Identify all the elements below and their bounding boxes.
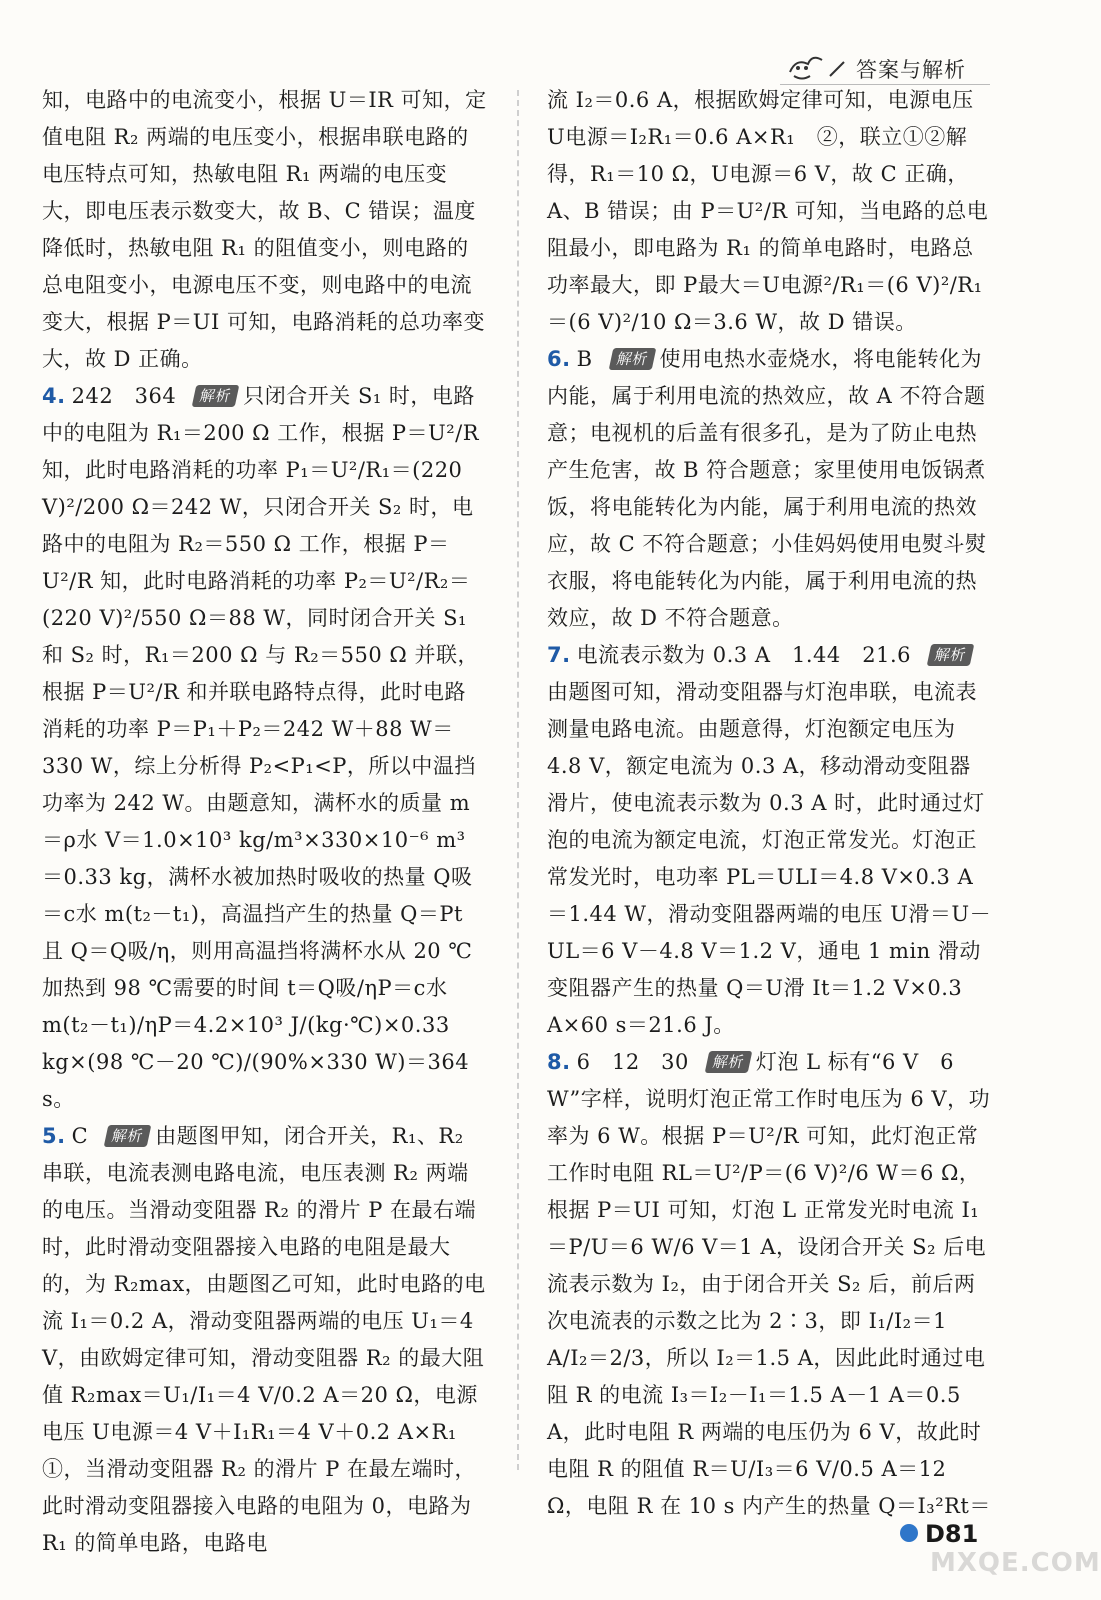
item-answer: 242 364 — [71, 384, 177, 408]
item-explanation: 由题图甲知，闭合开关，R₁、R₂ 串联，电流表测电路电流，电压表测 R₂ 两端的电压。当滑动变阻器 R₂ 的滑片 P 在最右端时，此时滑动变阻器接入电路的电阻是最大的，为 R₂max，由题图乙可知，此时电路的电流 I₁＝0.2 A，滑动变阻器两端的电压 U₁＝4 V，由欧姆定律可知，滑动变阻器 R₂ 的最大阻值 R₂max＝U₁/I₁＝4 V/0.2 A＝20 Ω，电源电压 U电源＝4 V＋I₁R₁＝4 V＋0.2 A×R₁ ①，当滑动变阻器 R₂ 的滑片 P 在最左端时，此时滑动变阻器接入电路的电阻为 0，电路为 R₁ 的简单电路，电路电 — [42, 1124, 486, 1555]
item-explanation: 由题图可知，滑动变阻器与灯泡串联，电流表测量电路电流。由题意得，灯泡额定电压为 4.8 V，额定电流为 0.3 A，移动滑动变阻器滑片，使电流表示数为 0.3 A 时，此时通过灯泡的电流为额定电流，灯泡正常发光。灯泡正常发光时，电功率 PL＝ULI＝4.8 V×0.3 A＝1.44 W，滑动变阻器两端的电压 U滑＝U－UL＝6 V－4.8 V＝1.2 V，通电 1 min 滑动变阻器产生的热量 Q＝U滑 It＝1.2 V×0.3 A×60 s＝21.6 J。 — [547, 680, 992, 1037]
item-number: 8. — [547, 1050, 571, 1074]
cartoon-face-icon — [780, 46, 850, 82]
item-number: 7. — [547, 643, 571, 667]
left-column — [42, 82, 487, 1562]
right-continuation: 流 I₂＝0.6 A，根据欧姆定律可知，电源电压 U电源＝I₂R₁＝0.6 A×R₁ ②，联立①②解得，R₁＝10 Ω，U电源＝6 V，故 C 正确，A、B 错误；由 P＝U²/R 可知，当电路的总电阻最小，即电路为 R₁ 的简单电路时，电路总功率最大，即 P最大＝U电源²/R₁＝(6 V)²/R₁＝(6 V)²/10 Ω＝3.6 W，故 D 错误。 — [547, 88, 989, 334]
item-number: 5. — [42, 1124, 66, 1148]
item-explanation: 灯泡 L 标有“6 V 6 W”字样，说明灯泡正常工作时电压为 6 V，功率为 6 W。根据 P＝U²/R 可知，此灯泡正常工作时电阻 RL＝U²/P＝(6 V)²/6 W＝6 Ω，根据 P＝UI 可知，灯泡 L 正常发光时电流 I₁＝P/U＝6 W/6 V＝1 A，设闭合开关 S₂ 后电流表示数为 I₂，由于闭合开关 S₂ 后，前后两次电流表的示数之比为 2∶3，即 I₁/I₂＝1 A/I₂＝2/3，所以 I₂＝1.5 A，因此此时通过电阻 R 的电流 I₃＝I₂－I₁＝1.5 A－1 A＝0.5 A，此时电阻 R 两端的电压仍为 6 V，故此时电阻 R 的阻值 R＝U/I₃＝6 V/0.5 A＝12 Ω，电阻 R 在 10 s 内产生的热量 Q＝I₃²Rt＝ — [547, 1050, 991, 1518]
item-explanation: 只闭合开关 S₁ 时，电路中的电阻为 R₁＝200 Ω 工作，根据 P＝U²/R 知，此时电路消耗的功率 P₁＝U²/R₁＝(220 V)²/200 Ω＝242 W，只闭合开关 S₂ 时，电路中的电阻为 R₂＝550 Ω 工作，根据 P＝U²/R 知，此时电路消耗的功率 P₂＝U²/R₂＝(220 V)²/550 Ω＝88 W，同时闭合开关 S₁ 和 S₂ 时，R₁＝200 Ω 与 R₂＝550 Ω 并联，根据 P＝U²/R 和并联电路特点得，此时电路消耗的功率 P＝P₁＋P₂＝242 W＋88 W＝330 W，综上分析得 P₂<P₁<P，所以中温挡功率为 242 W。由题意知，满杯水的质量 m＝ρ水 V＝1.0×10³ kg/m³×330×10⁻⁶ m³＝0.33 kg，满杯水被加热时吸收的热量 Q吸＝c水 m(t₂－t₁)，高温挡产生的热量 Q＝Pt 且 Q＝Q吸/η，则用高温挡将满杯水从 20 ℃加热到 98 ℃需要的时间 t＝Q吸/ηP＝c水 m(t₂－t₁)/ηP＝4.2×10³ J/(kg·℃)×0.33 kg×(98 ℃－20 ℃)/(90%×330 W)＝364 s。 — [42, 384, 487, 1111]
answer-item-7 — [547, 637, 992, 1044]
analysis-badge: 解析 — [927, 644, 975, 666]
watermark: MXQE.COM — [930, 1548, 1101, 1578]
answer-item-8 — [547, 1044, 992, 1525]
item-number: 4. — [42, 384, 66, 408]
analysis-badge: 解析 — [705, 1051, 753, 1073]
page-marker-icon — [900, 1524, 918, 1542]
item-number: 6. — [547, 347, 571, 371]
analysis-badge: 解析 — [104, 1125, 152, 1147]
item-explanation: 使用电热水壶烧水，将电能转化为内能，属于利用电流的热效应，故 A 不符合题意；电视机的后盖有很多孔，是为了防止电热产生危害，故 B 符合题意；家里使用电饭锅煮饭，将电能转化为内能，属于利用电流的热效应，故 C 不符合题意；小佳妈妈使用电熨斗熨衣服，将电能转化为内能，属于利用电流的热效应，故 D 不符合题意。 — [547, 347, 987, 630]
item-answer: C — [71, 1124, 89, 1148]
answer-item-6 — [547, 341, 992, 637]
analysis-badge: 解析 — [608, 348, 656, 370]
column-divider — [517, 90, 519, 1470]
page-number: D81 — [925, 1520, 979, 1548]
item-answer: 6 12 30 — [576, 1050, 689, 1074]
left-continuation: 知，电路中的电流变小，根据 U＝IR 可知，定值电阻 R₂ 两端的电压变小，根据串联电路的电压特点可知，热敏电阻 R₁ 两端的电压变大，即电压表示数变大，故 B、C 错误；温度降低时，热敏电阻 R₁ 的阻值变小，则电路的总电阻变小，电源电压不变，则电路中的电流变大，根据 P＝UI 可知，电路消耗的总功率变大，故 D 正确。 — [42, 88, 487, 371]
item-answer: 电流表示数为 0.3 A 1.44 21.6 — [576, 643, 912, 667]
right-column — [547, 82, 992, 1525]
header-title: 答案与解析 — [856, 58, 966, 82]
answer-item-4 — [42, 378, 487, 1118]
analysis-badge: 解析 — [192, 385, 240, 407]
item-answer: B — [576, 347, 593, 371]
answer-item-5 — [42, 1118, 487, 1562]
